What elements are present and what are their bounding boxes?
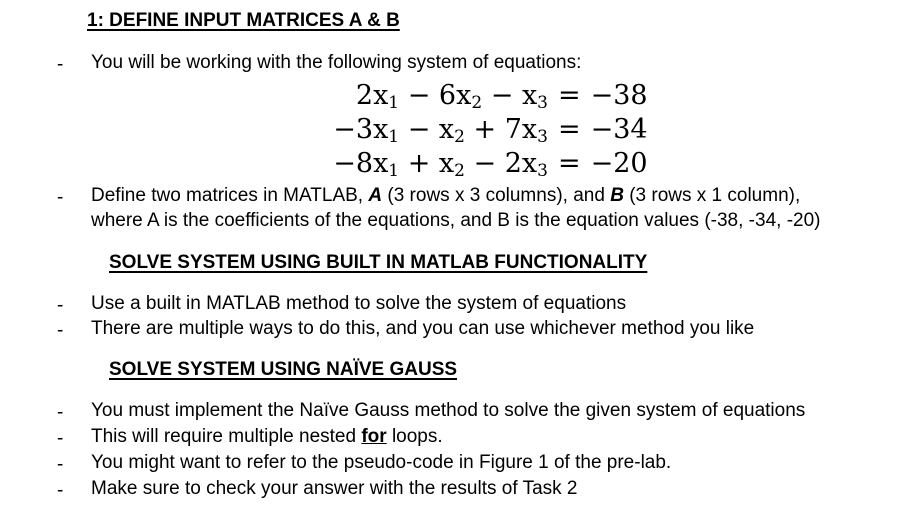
- equation-rhs: = −38: [558, 80, 648, 111]
- bullet-dash: -: [57, 187, 64, 208]
- builtin-bullet-1: Use a built in MATLAB method to solve the system of equations: [91, 293, 627, 314]
- builtin-bullet-2: There are multiple ways to do this, and you can use whichever method you like: [91, 318, 755, 339]
- section-heading-define-matrices: 1: DEFINE INPUT MATRICES A & B: [87, 10, 400, 31]
- bullet-dash: -: [57, 54, 64, 75]
- bullet-dash: -: [57, 320, 64, 341]
- equation-lhs: $-3x_1 - x_2 + 7x_3$: [333, 114, 548, 147]
- define-text-line-1: Define two matrices in MATLAB, A (3 rows x 3 columns), and B (3 rows x 1 column),: [91, 185, 801, 206]
- section-heading-naive-gauss: SOLVE SYSTEM USING NAÏVE GAUSS: [109, 359, 458, 380]
- gauss-bullet-4: Make sure to check your answer with the results of Task 2: [91, 478, 578, 499]
- bullet-dash: -: [57, 402, 64, 423]
- bullet-dash: -: [57, 480, 64, 501]
- bullet-dash: -: [57, 454, 64, 475]
- gauss-bullet-3: You might want to refer to the pseudo-code in Figure 1 of the pre-lab.: [91, 452, 672, 473]
- bullet-dash: -: [57, 428, 64, 449]
- equation-rhs: = −20: [558, 148, 648, 179]
- gauss-bullet-2: This will require multiple nested for loops.: [91, 426, 443, 447]
- define-text-line-2: where A is the coefficients of the equations, and B is the equation values (-38, -34, -20): [91, 210, 821, 231]
- equation-lhs: $2x_1 - 6x_2 - x_3$: [355, 80, 548, 113]
- intro-text: You will be working with the following system of equations:: [91, 52, 582, 73]
- gauss-bullet-1: You must implement the Naïve Gauss method to solve the given system of equations: [91, 400, 806, 421]
- section-heading-builtin-solve: SOLVE SYSTEM USING BUILT IN MATLAB FUNCTIONALITY: [109, 252, 648, 273]
- equation-rhs: = −34: [558, 114, 648, 145]
- bullet-dash: -: [57, 295, 64, 316]
- equation-lhs: $-8x_1 + x_2 - 2x_3$: [333, 148, 548, 181]
